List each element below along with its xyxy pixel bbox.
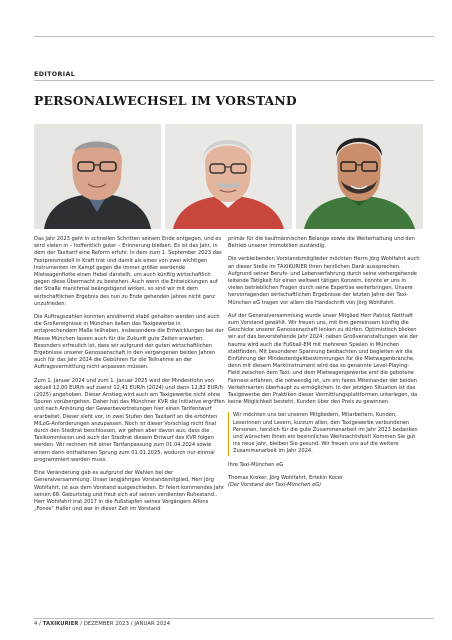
- paragraph: Zum 1. Januar 2024 und zum 1. Januar 2025 wird der Mindestlohn von aktuell 12,00 EUR/h auf zuerst 12,41 EUR/h (2024) und dann 12,82 EUR/h (2025) angehoben. Dieser Anstieg wird auch am Taxigewerbe nicht ohne Spuren vorübergehen. Daher hat das Münchner KVR die Initiative ergriffen und nach Anhörung der Gewerbevertretungen hier einen Tarifentwurf erarbeitet. Dieser sieht vor, in zwei Stufen den Taxitarif an die erhöhten MiLoG-Anforderungen anzupassen. Noch ist dieser Vorschlag nicht final durch den Stadtrat beschlossen, wir gehen aber davon aus, dass die Taxikommission und auch der Stadtrat diesem Entwurf des KVR folgen werden. Wir rechnen mit einer Tarifanpassung zum 01.04.2024 sowie einem darin enthaltenen Sprung zum 01.01.2025, wodurch nur einmal programmiert werden muss.: [34, 377, 225, 463]
- magazine-name: TAXIKURIER: [42, 621, 79, 627]
- portrait-image-3: [296, 124, 423, 229]
- paragraph: Die Auftragszahlen konnten annähernd stabil gehalten werden und auch die Großereignisse in München ließen das Taxigewerbe in entsprechendem Maße teilhaben, insbesondere die Entwicklungen bei der Messe München lassen auch für die Zukunft gute Zeiten erwarten. Besonders erfreulich ist, dass wir aufgrund der guten wirtschaftlichen Ergebnisse unserer Genossenschaft in den vergangenen beiden Jahren auch für das Jahr 2024 die Gebühren für die Teilnahme an der Auftragsvermittlung nicht anpassen müssen.: [34, 314, 224, 371]
- portrait-image-2: [165, 124, 292, 229]
- portrait-photo-2: [165, 124, 292, 229]
- signoff: [228, 462, 420, 490]
- paragraph: primär für die kaufmännischen Belange sowie die Weiterhaltung und den Betrieb unserer Immobilien zuständig.: [228, 236, 415, 250]
- signoff-role: (Der Vorstand der Taxi-München eG): [228, 482, 322, 489]
- page-number: 4: [34, 621, 38, 627]
- portrait-photo-1: [34, 124, 161, 229]
- bottom-divider: [34, 618, 434, 619]
- article-column-left: [34, 236, 225, 519]
- paragraph: Auf der Generalversammlung wurde unser Mitglied Herr Patrick Notthaft zum Vorstand gewählt. Wir freuen uns, mit ihm gemeinsam künftig die Geschicke unserer Genossenschaft lenken zu dürfen. Optimistisch blicken wir auf das bevorstehende Jahr 2024: neben Großveranstaltungen wie der bauma wird auch die Fußball-EM mit mehreren Spielen in München stattfinden. Mit besonderer Spannung beobachten und begleiten wir die Einführung der Mindestentgeltbestimmungen für die Mietwagenbranche, denn mit diesem Marktinstrument wird das so genannte Level-Playing-Field zwischen dem Taxi- und dem Mietwagengewerbe erst die gebotene Fairness erfahren, die notwendig ist, um ein faires Miteinander der beiden Verkehrsarten überhaupt zu ermöglichen. In der jetzigen Situation ist das Taxigewerbe den Praktiken dieser Vermittlungsplattformen unterlegen, da keine Möglichkeit besteht, Kunden über den Preis zu gewinnen.: [228, 312, 418, 406]
- issue-date: DEZEMBER 2023 / JANUAR 2024: [83, 621, 171, 627]
- paragraph: Eine Veränderung gab es aufgrund der Wahlen bei der Generalversammlung: Unser langjähriges Vorstandsmitglied, Herr Jörg Wohlfahrt, ist aus dem Vorstand ausgeschieden. Er feiert kommendes Jahr seinen 68. Geburtstag und freut sich auf seinen verdienten Ruhestand.. Herr Wohlfahrt trat 2017 in die Fußstapfen seines Vorgängers Alfons „Fonse“ Haller und war in dieser Zeit im Vorstand: [34, 470, 225, 513]
- article-column-right: [228, 236, 420, 489]
- footer-separator: /: [80, 621, 84, 627]
- article-headline: PERSONALWECHSEL IM VORSTAND: [34, 93, 297, 108]
- portrait-image-1: [34, 124, 161, 229]
- section-label: EDITORIAL: [34, 71, 76, 78]
- paragraph: Die verbleibenden Vorstandsmitglieder möchten Herrn Jörg Wohlfahrt auch an dieser Stelle im TAXIKURIER Ihren herzlichen Dank aussprechen. Aufgrund seiner Berufs- und Lebenserfahrung durch seine vorhergehende leitende Tätigkeit für einen weltweit tätigen Konzern, konnte er uns in vielen betrieblichen Fragen durch seine Expertise weiterbringen. Unsere hervorragenden wirtschaftlichen Ergebnisse der letzten Jahre der Taxi-München eG tragen vor allem die Handschrift von Jörg Wohlfahrt.: [228, 256, 420, 306]
- portrait-photo-3: [296, 124, 423, 229]
- closing-callout: Wir möchten uns bei unseren Mitgliedern, Mitarbeitern, Kunden, Leserinnen und Lesern, kurzum allen, den Taxigewerbe verbundenen Personen, herzlich für die gute Zusammenarbeit im Jahr 2023 bedanken und wünschen Ihnen ein besinnliches Weihnachtsfest! Kommen Sie gut ins neue Jahr, bleiben Sie gesund. Wir freuen uns auf die weitere Zusammenarbeit im Jahr 2024.: [228, 412, 420, 455]
- signoff-organization: Ihre Taxi-München eG: [228, 461, 284, 468]
- signoff-names: Thomas Kroker, Jörg Wohlfahrt, Ertekin Kocer: [228, 474, 343, 481]
- top-divider: [34, 36, 434, 37]
- footer-separator: /: [39, 621, 43, 627]
- paragraph: Das Jahr 2023 geht in schnellen Schritten seinem Ende entgegen, und es wird vielen in – hoffentlich guter – Erinnerung bleiben. Es ist das Jahr, in dem der Taxitarif eine Reform erfuhr. In dem zum 1. September 2023 das Festpreismodell in Kraft trat und damit als eines von zwei wichtigen Instrumenten im Kampf gegen die immer größer werdende Mietwagenflotte einen Hebel darstellt, um auch künftig wirtschaftlich gegen diese Übermacht zu bestehen. Auch wenn die Entwicklungen auf der Straße manchmal beängstigend wirken, so sind wir mit dem wirtschaftlichen Ergebnis des nun zu Ende gehenden Jahres nicht ganz unzufrieden:: [34, 236, 222, 307]
- section-divider: [34, 80, 434, 81]
- page-footer: [34, 621, 170, 627]
